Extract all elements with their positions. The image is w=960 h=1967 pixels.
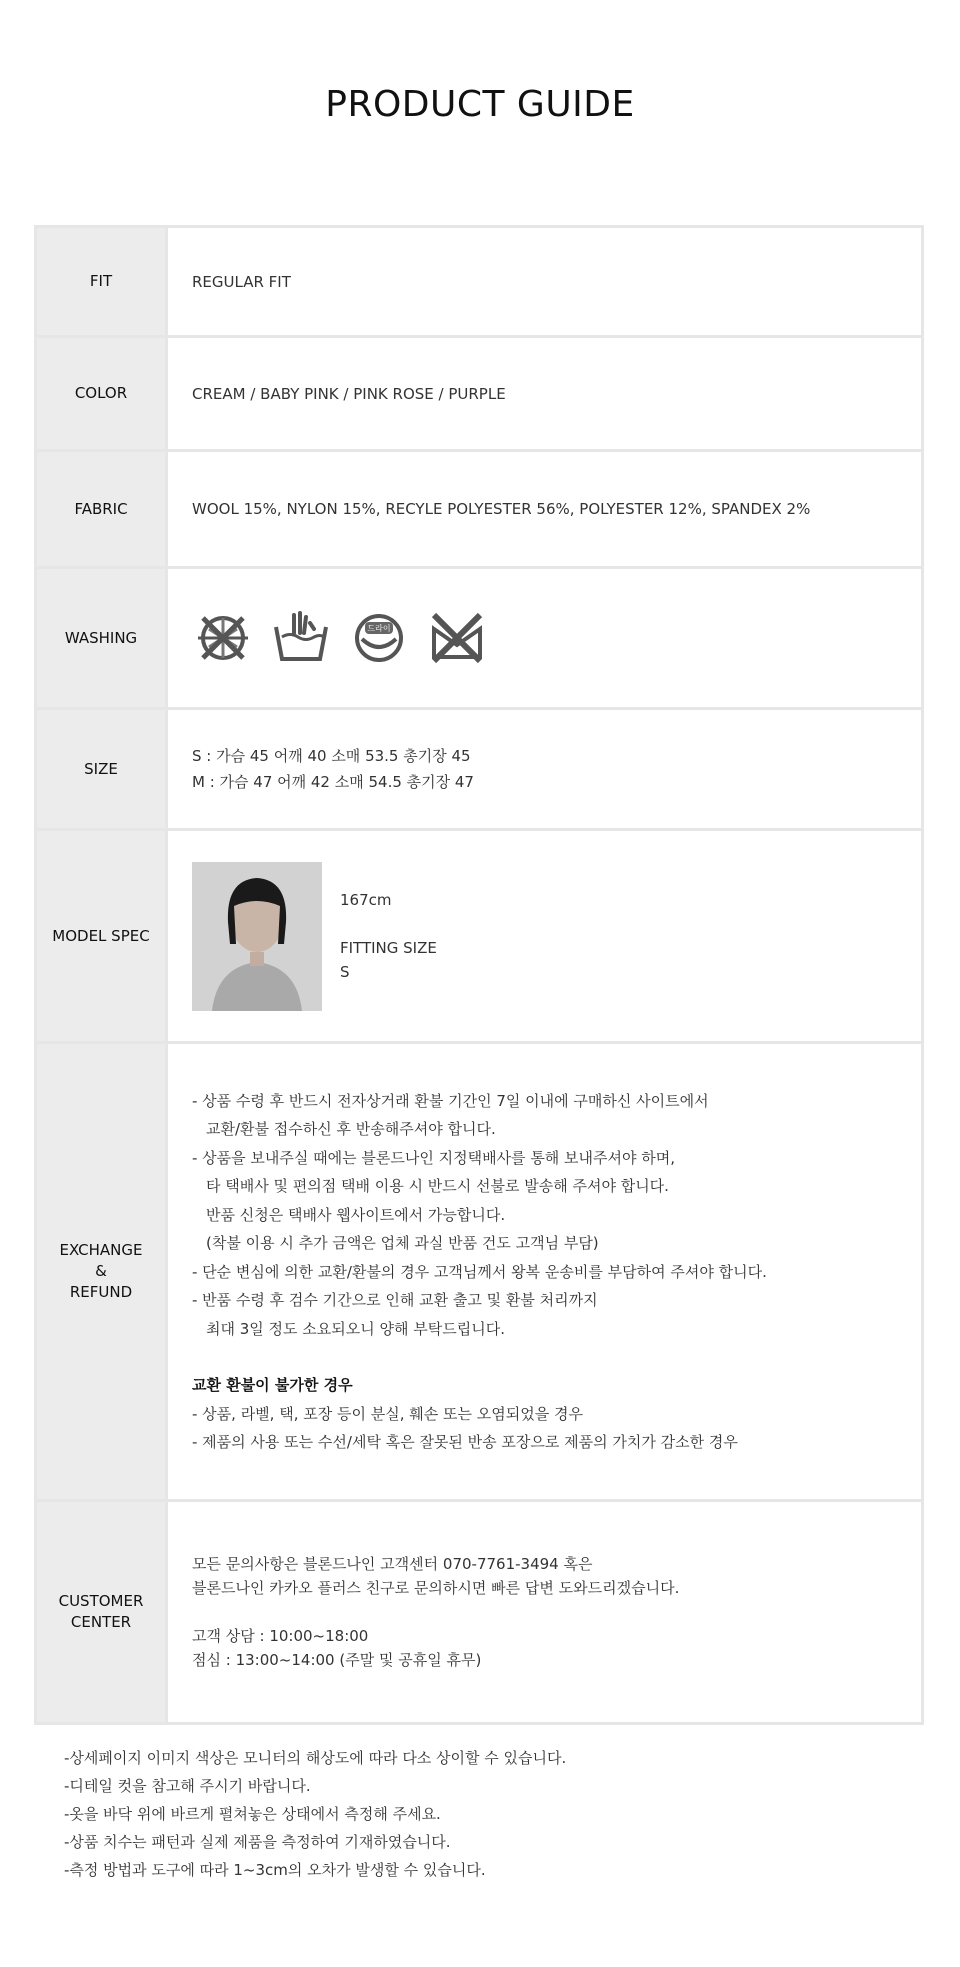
fabric-row	[37, 452, 921, 566]
customer-center-text	[168, 1502, 921, 1722]
exchange-refund-row	[37, 1044, 921, 1499]
fit-label: FIT	[37, 228, 165, 335]
fabric-value: WOOL 15%, NYLON 15%, RECYLE POLYESTER 56%, POLYESTER 12%, SPANDEX 2%	[168, 452, 921, 566]
washing-label: WASHING	[37, 569, 165, 707]
size-row	[37, 710, 921, 828]
customer-center-row	[37, 1502, 921, 1722]
exchange-line: - 상품을 보내주실 때에는 블론드나인 지정택배사를 통해 보내주셔야 하며,	[192, 1148, 676, 1167]
washing-row	[37, 569, 921, 707]
model-spec-row	[37, 831, 921, 1041]
cs-hours: 고객 상담 : 10:00~18:00	[192, 1627, 369, 1645]
size-line-s: S : 가슴 45 어깨 40 소매 53.5 총기장 45	[192, 747, 471, 765]
color-row	[37, 338, 921, 449]
exchange-subhead: 교환 환불이 불가한 경우	[192, 1376, 353, 1394]
note-line: -측정 방법과 도구에 따라 1~3cm의 오차가 발생할 수 있습니다.	[64, 1861, 486, 1879]
exchange-refund-label: EXCHANGE & REFUND	[37, 1044, 165, 1499]
model-spec-value	[168, 831, 921, 1041]
note-line: -상세페이지 이미지 색상은 모니터의 해상도에 따라 다소 상이할 수 있습니다.	[64, 1749, 567, 1767]
note-line: -디테일 컷을 참고해 주시기 바랍니다.	[64, 1777, 311, 1795]
cs-line2: 블론드나인 카카오 플러스 친구로 문의하시면 빠른 답변 도와드리겠습니다.	[192, 1579, 680, 1597]
color-value: CREAM / BABY PINK / PINK ROSE / PURPLE	[168, 338, 921, 449]
exchange-line: - 상품 수령 후 반드시 전자상거래 환불 기간인 7일 이내에 구매하신 사이트에서	[192, 1091, 709, 1110]
note-line: -상품 치수는 패턴과 실제 제품을 측정하여 기재하였습니다.	[64, 1833, 451, 1851]
model-height: 167cm	[340, 891, 392, 909]
fit-row	[37, 228, 921, 335]
size-values	[168, 710, 921, 828]
no-tumble-dry-icon	[192, 607, 254, 669]
exchange-line: (착불 이용 시 추가 금액은 업체 과실 반품 건도 고객님 부담)	[206, 1234, 599, 1252]
exchange-line: 타 택배사 및 편의점 택배 이용 시 반드시 선불로 발송해 주셔야 합니다.	[206, 1177, 669, 1195]
exchange-line: - 단순 변심에 의한 교환/환불의 경우 고객님께서 왕복 운송비를 부담하여 주셔야 합니다.	[192, 1262, 767, 1281]
size-line-m: M : 가슴 47 어깨 42 소매 54.5 총기장 47	[192, 773, 474, 791]
note-line: -옷을 바닥 위에 바르게 펼쳐놓은 상태에서 측정해 주세요.	[64, 1805, 441, 1823]
cs-line1: 모든 문의사항은 블론드나인 고객센터 070-7761-3494 혹은	[192, 1555, 593, 1573]
fit-value: REGULAR FIT	[168, 228, 921, 335]
exchange-case: - 제품의 사용 또는 수선/세탁 혹은 잘못된 반송 포장으로 제품의 가치가 감소한 경우	[192, 1433, 738, 1451]
exchange-case: - 상품, 라벨, 택, 포장 등이 분실, 훼손 또는 오염되었을 경우	[192, 1404, 583, 1423]
model-photo	[192, 862, 322, 1011]
exchange-line: 반품 신청은 택배사 웹사이트에서 가능합니다.	[206, 1205, 506, 1224]
dry-clean-text: 드라이	[367, 624, 391, 633]
exchange-refund-text	[168, 1044, 921, 1499]
customer-center-label: CUSTOMER CENTER	[37, 1502, 165, 1722]
dry-clean-icon	[348, 607, 410, 669]
exchange-line: - 반품 수령 후 검수 기간으로 인해 교환 출고 및 환불 처리까지	[192, 1291, 598, 1309]
color-label: COLOR	[37, 338, 165, 449]
product-guide-table	[34, 225, 924, 1725]
product-notes	[64, 1744, 566, 1884]
exchange-line: 교환/환불 접수하신 후 반송해주셔야 합니다.	[206, 1120, 496, 1138]
cs-lunch: 점심 : 13:00~14:00 (주말 및 공휴일 휴무)	[192, 1651, 482, 1669]
size-label: SIZE	[37, 710, 165, 828]
hand-wash-icon	[270, 607, 332, 669]
washing-icons	[168, 569, 921, 707]
no-bleach-icon	[426, 607, 488, 669]
model-spec-label: MODEL SPEC	[37, 831, 165, 1041]
fabric-label: FABRIC	[37, 452, 165, 566]
fitting-size-label: FITTING SIZE	[340, 939, 437, 957]
exchange-line: 최대 3일 정도 소요되오니 양해 부탁드립니다.	[206, 1319, 505, 1338]
fitting-size-value: S	[340, 963, 350, 981]
page-title: PRODUCT GUIDE	[325, 84, 635, 125]
